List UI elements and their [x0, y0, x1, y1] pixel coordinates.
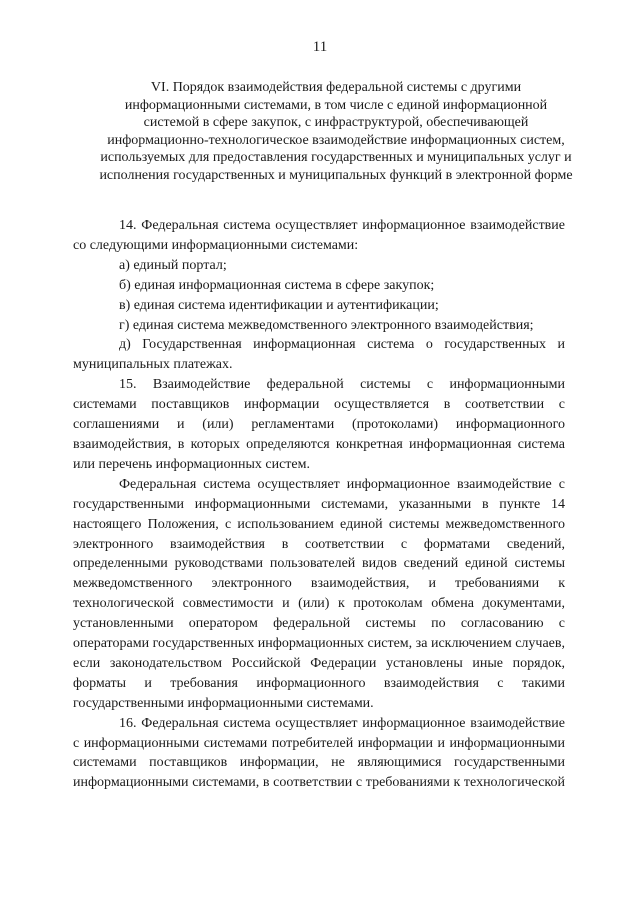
page-number: 11 — [312, 39, 328, 55]
body-text — [73, 216, 565, 793]
paragraph-14: 14. Федеральная система осуществляет информационное взаимодействие со следующими информационными системами: — [73, 218, 565, 253]
list-item-v: в) единая система идентификации и аутентификации; — [119, 297, 439, 313]
list-item-g: г) единая система межведомственного электронного взаимодействия; — [119, 317, 534, 333]
paragraph-15: 15. Взаимодействие федеральной системы с информационными системами поставщиков информации осуществляется в соответствии с соглашениями и (или) регламентами (протоколами) информационного взаимодействия, в которых определяются конкретная информационная система или перечень информационных систем. — [73, 377, 565, 472]
list-item-a: а) единый портал; — [119, 257, 227, 273]
list-item-d: д) Государственная информационная система о государственных и муниципальных платежах. — [73, 337, 565, 373]
section-heading: VI. Порядок взаимодействия федеральной системы с другими информационными системами, в том числе с единой информационной системой в сфере закупок, с инфраструктурой, обеспечивающей информационно-технологическое взаимодействие информационных систем, используемых для предоставления государственных и муниципальных услуг и исполнения государственных и муниципальных функций в электронной форме — [99, 80, 573, 183]
list-item-b: б) единая информационная система в сфере закупок; — [119, 277, 435, 293]
paragraph-15-continued: Федеральная система осуществляет информационное взаимодействие с государственными информационными системами, указанными в пункте 14 настоящего Положения, с использованием единой системы межведомственного электронного взаимодействия в соответствии с форматами сведений, определенными руководствами пользователей видов сведений единой системы межведомственного электронного взаимодействия, и требованиями к технологической совместимости и (или) к протоколам обмена документами, установленными оператором федеральной системы по согласованию с операторами государственных информационных систем, за исключением случаев, если законодательством Российской Федерации установлены иные порядок, форматы и требования информационного взаимодействия с такими государственными информационными системами. — [73, 476, 565, 711]
paragraph-16: 16. Федеральная система осуществляет информационное взаимодействие с информационными системами потребителей информации и информационными системами поставщиков информации, не являющимися государственными информационными системами, в соответствии с требованиями к технологической — [73, 715, 565, 791]
